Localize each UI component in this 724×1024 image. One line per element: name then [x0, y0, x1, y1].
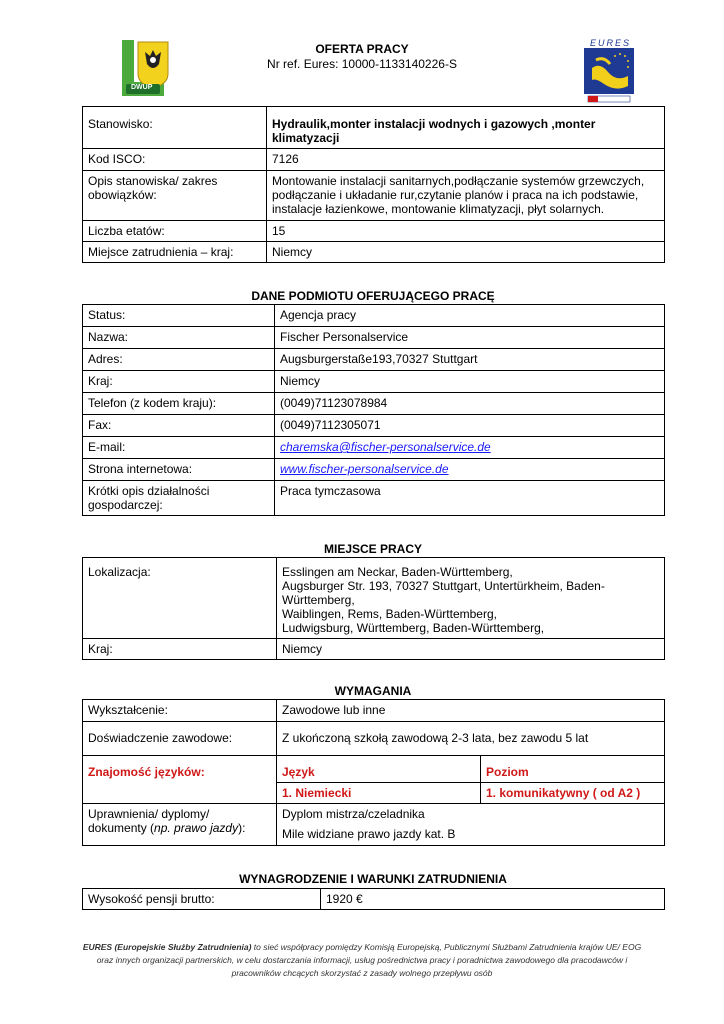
- adres-label: Adres:: [83, 349, 275, 371]
- stanowisko-label: Stanowisko:: [83, 107, 267, 149]
- doswiadczenie-value: Z ukończoną szkołą zawodową 2-3 lata, bez zawodu 5 lat: [277, 722, 665, 756]
- lokalizacja-label: Lokalizacja:: [83, 558, 277, 639]
- lokalizacja-line: Augsburger Str. 193, 70327 Stuttgart, Untertürkheim, Baden-Württemberg,: [282, 579, 605, 607]
- table-row: [83, 149, 665, 171]
- table-row: [83, 804, 665, 846]
- footer-line: oraz innych organizacji partnerskich, w celu dostarczania informacji, usług pośrednictwa pracy i poradnictwa zawodowego dla pracodawców i: [96, 955, 628, 965]
- status-value: Agencja pracy: [275, 305, 665, 327]
- isco-label: Kod ISCO:: [83, 149, 267, 171]
- uprawnienia-label: [83, 804, 277, 846]
- uprawnienia-label-end: ):: [238, 821, 246, 835]
- employer-table: [82, 304, 665, 516]
- table-row: [83, 756, 665, 783]
- fax-label: Fax:: [83, 415, 275, 437]
- uprawnienia-line: Dyplom mistrza/czeladnika: [282, 807, 425, 821]
- dwup-logo-text: DWUP: [131, 84, 153, 91]
- footer-note: [62, 941, 662, 980]
- poziom-value: 1. komunikatywny ( od A2 ): [481, 783, 665, 804]
- email-cell: [275, 437, 665, 459]
- footer-line: pracowników chcących skorzystać z zasady wolnego przepływu osób: [231, 968, 493, 978]
- lokalizacja-line: Esslingen am Neckar, Baden-Württemberg,: [282, 565, 513, 579]
- lokalizacja-line: Waiblingen, Rems, Baden-Württemberg,: [282, 607, 497, 621]
- table-row: [83, 700, 665, 722]
- email-link[interactable]: charemska@fischer-personalservice.de: [280, 440, 491, 454]
- uprawnienia-line: Mile widziane prawo jazdy kat. B: [282, 827, 456, 841]
- uprawnienia-label-italic: np. prawo jazdy: [154, 821, 239, 835]
- table-row: [83, 305, 665, 327]
- workplace-table: [82, 557, 665, 660]
- opis-label: Opis stanowiska/ zakres obowiązków:: [83, 171, 267, 221]
- fax-value: (0049)7112305071: [275, 415, 665, 437]
- footer-line1-rest: to sieć współpracy pomiędzy Komisją Europejską, Publicznymi Służbami Zatrudnienia krajów UE/ EOG: [251, 942, 642, 952]
- table-row: [83, 459, 665, 481]
- nazwa-label: Nazwa:: [83, 327, 275, 349]
- requirements-table: [82, 699, 665, 846]
- workplace-kraj-label: Kraj:: [83, 639, 277, 660]
- status-label: Status:: [83, 305, 275, 327]
- table-row: [83, 393, 665, 415]
- isco-value: 7126: [267, 149, 665, 171]
- table-row: [83, 558, 665, 639]
- table-row: [83, 107, 665, 149]
- stanowisko-value: Hydraulik,monter instalacji wodnych i gazowych ,monter klimatyzacji: [267, 107, 665, 149]
- salary-table: [82, 888, 665, 910]
- pensja-value: 1920 €: [321, 889, 665, 910]
- salary-section-title: WYNAGRODZENIE I WARUNKI ZATRUDNIENIA: [239, 872, 507, 886]
- wyksztalcenie-value: Zawodowe lub inne: [277, 700, 665, 722]
- miejsce-label: Miejsce zatrudnienia – kraj:: [83, 242, 267, 263]
- miejsce-value: Niemcy: [267, 242, 665, 263]
- table-row: [83, 889, 665, 910]
- wyksztalcenie-label: Wykształcenie:: [83, 700, 277, 722]
- jezyk-header: Język: [277, 756, 481, 783]
- doswiadczenie-label: Doświadczenie zawodowe:: [83, 722, 277, 756]
- lokalizacja-line: Ludwigsburg, Württemberg, Baden-Württemberg,: [282, 621, 545, 635]
- kraj-label: Kraj:: [83, 371, 275, 393]
- jezyki-label-text: Znajomość języków:: [88, 765, 205, 779]
- footer-line: [62, 941, 662, 954]
- opis-value: Montowanie instalacji sanitarnych,podłączanie systemów grzewczych, podłączanie i układanie rur,czytanie planów i praca na ich podstawie, instalacje łazienkowe, montowanie klimatyzacji, płyt solarnych.: [267, 171, 665, 221]
- job-table: [82, 106, 665, 263]
- table-row: [83, 242, 665, 263]
- footer-eures-name: EURES (Europejskie Służby Zatrudnienia): [82, 942, 252, 952]
- etaty-value: 15: [267, 221, 665, 242]
- lokalizacja-value: [277, 558, 665, 639]
- email-label: E-mail:: [83, 437, 275, 459]
- www-cell: [275, 459, 665, 481]
- table-row: [83, 415, 665, 437]
- table-row: [83, 437, 665, 459]
- table-row: [83, 349, 665, 371]
- table-row: [83, 481, 665, 516]
- jezyki-label: [83, 756, 277, 804]
- telefon-value: (0049)71123078984: [275, 393, 665, 415]
- table-row: [83, 171, 665, 221]
- reference-number: Nr ref. Eures: 10000-1133140226-S: [267, 57, 457, 71]
- website-link[interactable]: www.fischer-personalservice.de: [280, 462, 449, 476]
- jezyk-value: 1. Niemiecki: [277, 783, 481, 804]
- opis-dzialalnosci-label: Krótki opis działalności gospodarczej:: [83, 481, 275, 516]
- uprawnienia-value: [277, 804, 665, 846]
- kraj-value: Niemcy: [275, 371, 665, 393]
- table-row: [83, 639, 665, 660]
- pensja-label: Wysokość pensji brutto:: [83, 889, 321, 910]
- adres-value: Augsburgerstaße193,70327 Stuttgart: [275, 349, 665, 371]
- poziom-header: Poziom: [481, 756, 665, 783]
- table-row: [83, 221, 665, 242]
- uprawnienia-label-main: Uprawnienia/ dyplomy/ dokumenty (: [88, 807, 210, 835]
- requirements-section-title: WYMAGANIA: [334, 684, 412, 698]
- workplace-section-title: MIEJSCE PRACY: [323, 542, 423, 556]
- workplace-kraj-value: Niemcy: [277, 639, 665, 660]
- opis-dzialalnosci-value: Praca tymczasowa: [275, 481, 665, 516]
- table-row: [83, 722, 665, 756]
- www-label: Strona internetowa:: [83, 459, 275, 481]
- document-title: OFERTA PRACY: [315, 42, 409, 56]
- etaty-label: Liczba etatów:: [83, 221, 267, 242]
- table-row: [83, 327, 665, 349]
- telefon-label: Telefon (z kodem kraju):: [83, 393, 275, 415]
- nazwa-value: Fischer Personalservice: [275, 327, 665, 349]
- employer-section-title: DANE PODMIOTU OFERUJĄCEGO PRACĘ: [251, 289, 495, 303]
- eures-logo-text: EURES: [590, 38, 632, 48]
- table-row: [83, 371, 665, 393]
